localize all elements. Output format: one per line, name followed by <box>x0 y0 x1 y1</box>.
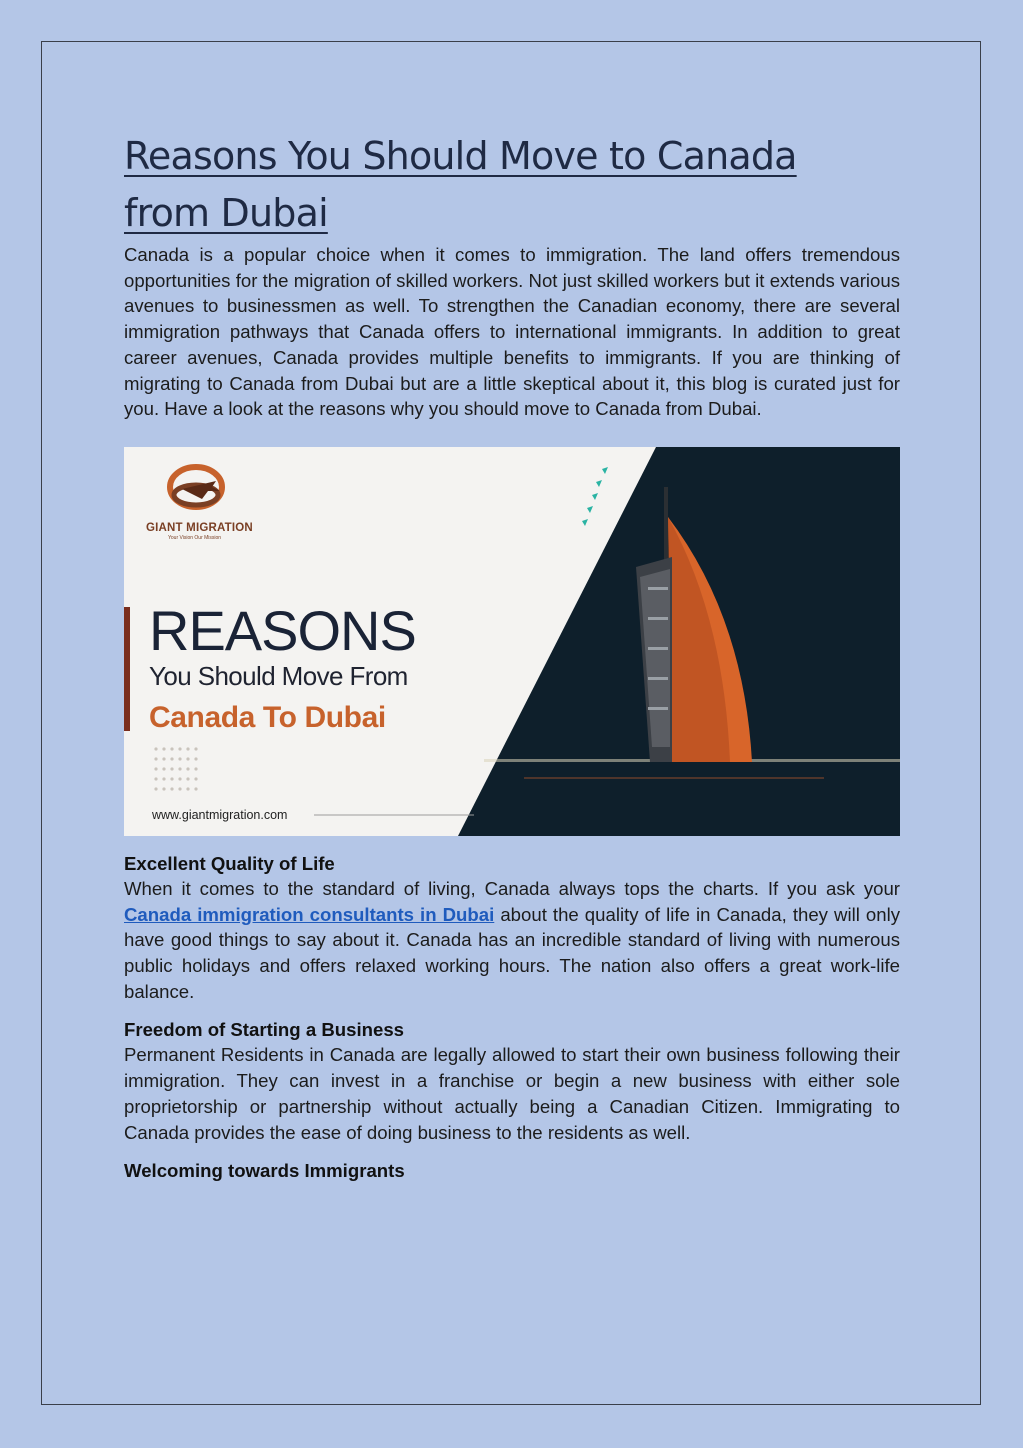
section-heading-immigrants: Welcoming towards Immigrants <box>124 1160 405 1182</box>
logo-globe-icon <box>170 467 222 507</box>
title-line-2: from Dubai <box>124 191 328 235</box>
page-title <box>124 128 900 242</box>
banner-image <box>124 447 900 836</box>
paragraph-text: about the quality of life in Canada, they will only have good things to say about it. Canada has an incredible standard of living with numerous public holidays and offers relaxed working hours. The nation also offers a great work-life balance. <box>124 903 900 1002</box>
section-heading-quality-of-life: Excellent Quality of Life <box>124 852 335 874</box>
banner-website: www.giantmigration.com <box>152 807 288 822</box>
logo-tagline: Your Vision Our Mission <box>168 534 222 541</box>
section-heading-business: Freedom of Starting a Business <box>124 1019 404 1041</box>
paragraph-text: When it comes to the standard of living, Canada always tops the charts. If you ask your <box>124 877 900 899</box>
banner-subheadline: You Should Move From <box>149 660 408 691</box>
title-line-1: Reasons You Should Move to Canada <box>124 134 797 178</box>
triangle-dots-decoration <box>582 467 608 526</box>
consultants-link[interactable]: Canada immigration consultants in Dubai <box>124 903 495 925</box>
intro-paragraph: Canada is a popular choice when it comes to immigration. The land offers tremendous opportunities for the migration of skilled workers. Not just skilled workers but it extends various avenues to businessmen as well. To strengthen the Canadian economy, there are several immigration pathways that Canada offers to international immigrants. In addition to great career avenues, Canada provides multiple benefits to immigrants. If you are thinking of migrating to Canada from Dubai but are a little skeptical about it, this blog is curated just for you. Have a look at the reasons why you should move to Canada from Dubai. <box>124 244 900 420</box>
logo-name: GIANT MIGRATION <box>146 521 253 534</box>
banner-headline: REASONS <box>149 598 416 662</box>
banner-accent-text: Canada To Dubai <box>149 700 386 734</box>
accent-bar <box>124 607 130 731</box>
section-paragraph-business: Permanent Residents in Canada are legally allowed to start their own business following their immigration. They can invest in a franchise or begin a new business with either sole proprietorship or partnership without actually being a Canadian Citizen. Immigrating to Canada provides the ease of doing business to the residents as well. <box>124 1044 900 1143</box>
section-paragraph-quality-of-life <box>124 876 900 1005</box>
water-reflection <box>524 777 824 779</box>
document-content <box>124 128 900 1183</box>
dot-grid-decoration <box>154 747 197 790</box>
